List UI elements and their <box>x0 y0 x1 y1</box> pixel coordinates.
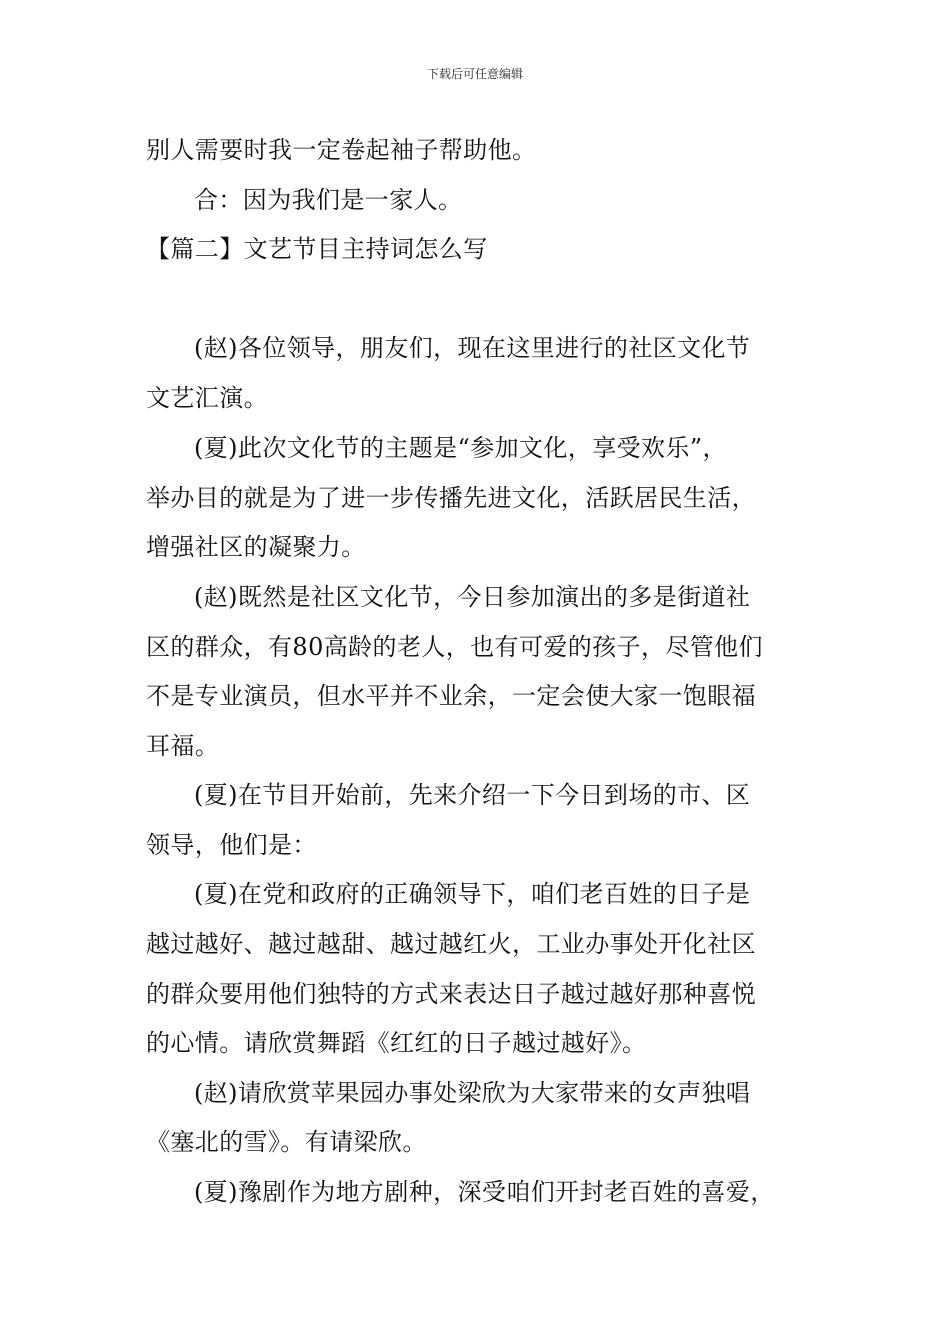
text-line: (夏)在节目开始前，先来介绍一下今日到场的市、区 <box>194 781 751 809</box>
text-line: 越过越好、越过越甜、越过越红火，工业办事处开化社区 <box>146 930 756 958</box>
section-heading: 【篇二】文艺节目主持词怎么写 <box>146 235 488 263</box>
text-line: 《塞北的雪》。有请梁欣。 <box>146 1128 427 1156</box>
text-line: (赵)既然是社区文化节，今日参加演出的多是街道社 <box>194 583 751 611</box>
text-line: (赵)请欣赏苹果园办事处梁欣为大家带来的女声独唱 <box>194 1079 751 1107</box>
text-line: 领导，他们是： <box>146 831 317 859</box>
text-line: 合：因为我们是一家人。 <box>194 186 463 214</box>
text-line: (夏)豫剧作为地方剧种，深受咱们开封老百姓的喜爱， <box>194 1178 775 1206</box>
text-line: 文艺汇演。 <box>146 384 268 412</box>
text-line: (赵)各位领导，朋友们，现在这里进行的社区文化节 <box>194 334 751 362</box>
text-line: (夏)此次文化节的主题是“参加文化，享受欢乐”， <box>194 434 727 462</box>
text-line: (夏)在党和政府的正确领导下，咱们老百姓的日子是 <box>194 880 751 908</box>
text-line: 的群众要用他们独特的方式来表达日子越过越好那种喜悦 <box>146 980 756 1008</box>
text-line: 别人需要时我一定卷起袖子帮助他。 <box>146 136 537 164</box>
page-header: 下载后可任意编辑 <box>426 67 523 81</box>
text-line: 增强社区的凝聚力。 <box>146 533 366 561</box>
text-line: 举办目的就是为了进一步传播先进文化，活跃居民生活， <box>146 484 756 512</box>
text-line: 的心情。请欣赏舞蹈《红红的日子越过越好》。 <box>146 1029 647 1057</box>
text-line: 不是专业演员，但水平并不业余，一定会使大家一饱眼福 <box>146 682 756 710</box>
text-line: 区的群众，有80高龄的老人，也有可爱的孩子，尽管他们 <box>146 633 763 661</box>
text-line: 耳福。 <box>146 732 220 760</box>
